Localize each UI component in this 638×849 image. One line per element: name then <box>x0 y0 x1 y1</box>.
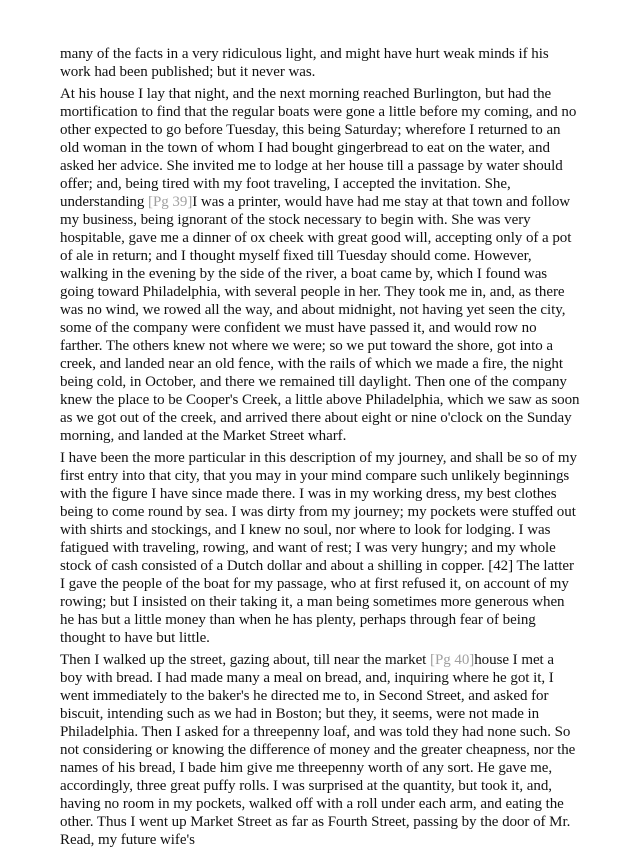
paragraph-4 <box>60 651 580 849</box>
paragraph-text: At his house I lay that night, and the next morning reached Burlington, but had the mortification to find that the regular boats were gone a little before my coming, and no other expected to go before Tuesday, this being Saturday; wherefore I returned to an old woman in the town of whom I had bought gingerbread to eat on the water, and asked her advice. She invited me to lodge at her house till a passage by water should offer; and, being tired with my foot traveling, I accepted the invitation. She, understanding <box>60 86 577 210</box>
page-number-marker[interactable]: [Pg 39] <box>148 194 193 210</box>
paragraph-text: many of the facts in a very ridiculous light, and might have hurt weak minds if his work had been published; but it never was. <box>60 46 549 80</box>
paragraph-text: I was a printer, would have had me stay at that town and follow my business, being ignorant of the stock necessary to begin with. She was very hospitable, gave me a dinner of ox cheek with great good will, accepting only of a pot of ale in return; and I thought myself fixed till Tuesday should come. However, walking in the evening by the side of the river, a boat came by, which I found was going toward Philadelphia, with several people in her. They took me in, and, as there was no wind, we rowed all the way, and about midnight, not having yet seen the city, some of the company were confident we must have passed it, and would row no farther. The others knew not where we were; so we put toward the shore, got into a creek, and landed near an old fence, with the rails of which we made a fire, the night being cold, in October, and there we remained till daylight. Then one of the company knew the place to be Cooper's Creek, a little above Philadelphia, which we saw as soon as we got out of the creek, and arrived there about eight or nine o'clock on the Sunday morning, and landed at the Market Street wharf. <box>60 194 580 444</box>
page-number-marker[interactable]: [Pg 40] <box>430 652 475 668</box>
paragraph-text: house I met a boy with bread. I had made many a meal on bread, and, inquiring where he got it, I went immediately to the baker's he directed me to, in Second Street, and asked for biscuit, intending such as we had in Boston; but they, it seems, were not made in Philadelphia. Then I asked for a threepenny loaf, and was told they had none such. So not considering or knowing the difference of money and the greater cheapness, nor the names of his bread, I bade him give me threepenny worth of any sort. He gave me, accordingly, three great puffy rolls. I was surprised at the quantity, but took it, and, having no room in my pockets, walked off with a roll under each arm, and eating the other. Thus I went up Market Street as far as Fourth Street, passing by the door of Mr. Read, my future wife's <box>60 652 576 848</box>
paragraph-1 <box>60 45 580 81</box>
paragraph-3 <box>60 449 580 647</box>
paragraph-2 <box>60 85 580 445</box>
paragraph-text: Then I walked up the street, gazing about, till near the market <box>60 652 430 668</box>
paragraph-text: I have been the more particular in this description of my journey, and shall be so of my first entry into that city, that you may in your mind compare such unlikely beginnings with the figure I have since made there. I was in my working dress, my best clothes being to come round by sea. I was dirty from my journey; my pockets were stuffed out with shirts and stockings, and I knew no soul, nor where to look for lodging. I was fatigued with traveling, rowing, and want of rest; I was very hungry; and my whole stock of cash consisted of a Dutch dollar and about a shilling in copper. [42] The latter I gave the people of the boat for my passage, who at first refused it, on account of my rowing; but I insisted on their taking it, a man being sometimes more generous when he has but a little money than when he has plenty, perhaps through fear of being thought to have but little. <box>60 450 577 646</box>
